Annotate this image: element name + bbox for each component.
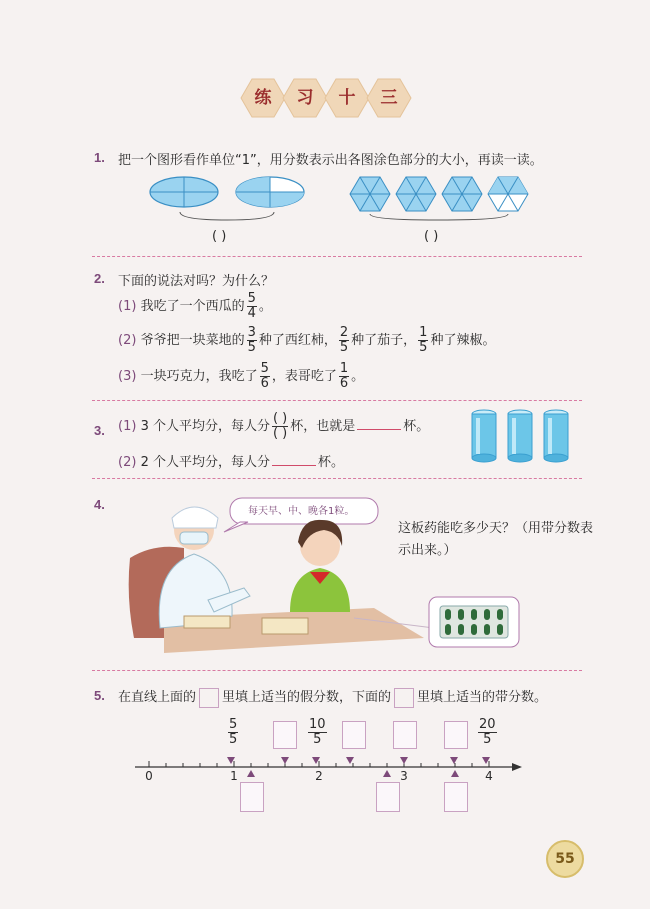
q4-question: 这板药能吃多少天？（用带分数表示出来。） <box>398 521 594 558</box>
tick-label: 4 <box>485 769 493 783</box>
title-char: 三 <box>380 88 398 108</box>
tick-label: 0 <box>145 769 153 783</box>
title-char: 练 <box>254 88 272 108</box>
question-text: 下面的说法对吗？为什么？ <box>118 274 275 289</box>
number-line <box>130 740 530 790</box>
answer-box-below[interactable] <box>376 782 400 812</box>
statement-1: (1) 我吃了一个西瓜的 $\frac{5}{4}$ 。 <box>118 291 272 321</box>
answer-box-above[interactable] <box>393 721 417 749</box>
answer-box-below[interactable] <box>240 782 264 812</box>
q5-text: 在直线上面的 里填上适当的假分数，下面的 里填上适当的带分数。 <box>118 686 547 708</box>
ellipse-figures <box>148 172 308 222</box>
section-divider <box>92 670 582 671</box>
statement-3: (3) 一块巧克力，我吃了 $\frac{5}{6}$ ，表哥吃了 $\frac{1}{6}$ 。 <box>118 361 365 391</box>
question-number: 2. <box>94 271 105 286</box>
question-text: 把一个图形看作单位“1”，用分数表示出各图涂色部分的大小，再读一读。 <box>118 153 543 168</box>
hexagon-figures <box>348 172 532 222</box>
question-number: 5. <box>94 688 105 703</box>
question-number: 3. <box>94 423 105 438</box>
fraction: $\frac{3}{5}$ <box>247 325 256 355</box>
fraction: $\frac{5}{6}$ <box>260 361 269 391</box>
answer-box-above[interactable] <box>444 721 468 749</box>
fraction-label: $\frac{5}{5}$ <box>229 717 238 747</box>
fraction: $\frac{5}{4}$ <box>247 291 256 321</box>
tick-label: 2 <box>315 769 323 783</box>
tick-label: 1 <box>230 769 238 783</box>
title-hex-1 <box>240 78 286 118</box>
fraction-label: $\frac{20}{5}$ <box>479 717 496 747</box>
title-hex-2 <box>282 78 328 118</box>
answer-blank[interactable] <box>357 417 401 430</box>
question-number: 4. <box>94 497 105 512</box>
tick-label: 3 <box>400 769 408 783</box>
q3-line-2: (2) 2 个人平均分，每人分 杯。 <box>118 455 344 470</box>
answer-box-below[interactable] <box>444 782 468 812</box>
title-hex-4 <box>366 78 412 118</box>
answer-box-above[interactable] <box>342 721 366 749</box>
box-icon <box>199 688 219 708</box>
answer-blank[interactable] <box>272 453 316 466</box>
answer-box-above[interactable] <box>273 721 297 749</box>
answer-paren-left: ( ) <box>212 229 227 244</box>
fraction-label: $\frac{10}{5}$ <box>309 717 326 747</box>
fraction: $\frac{1}{6}$ <box>339 361 349 391</box>
fraction-blank[interactable]: $\frac{( )}{( )}$ <box>272 411 288 441</box>
answer-paren-right: ( ) <box>424 229 439 244</box>
medicine-blister-pack-image <box>428 596 520 648</box>
title-char: 习 <box>296 88 314 108</box>
title-char: 十 <box>338 88 356 108</box>
section-divider <box>92 478 582 479</box>
statement-2: (2) 爷爷把一块菜地的 $\frac{3}{5}$ 种了西红柿， $\frac{2}{5}$ 种了茄子， $\frac{1}{5}$ 种了辣椒。 <box>118 325 496 355</box>
fraction: $\frac{2}{5}$ <box>339 325 349 355</box>
section-divider <box>92 400 582 401</box>
speech-bubble-text: 每天早、中、晚各1粒。 <box>248 506 355 517</box>
title-hex-3 <box>324 78 370 118</box>
question-number: 1. <box>94 150 105 165</box>
page-number: 55 <box>546 840 584 878</box>
fraction: $\frac{1}{5}$ <box>419 325 428 355</box>
q3-line-1: (1) 3 个人平均分，每人分 $\frac{( )}{( )}$ 杯，也就是 杯。 <box>118 411 430 441</box>
section-divider <box>92 256 582 257</box>
box-icon <box>394 688 414 708</box>
water-cups-image <box>466 408 576 464</box>
